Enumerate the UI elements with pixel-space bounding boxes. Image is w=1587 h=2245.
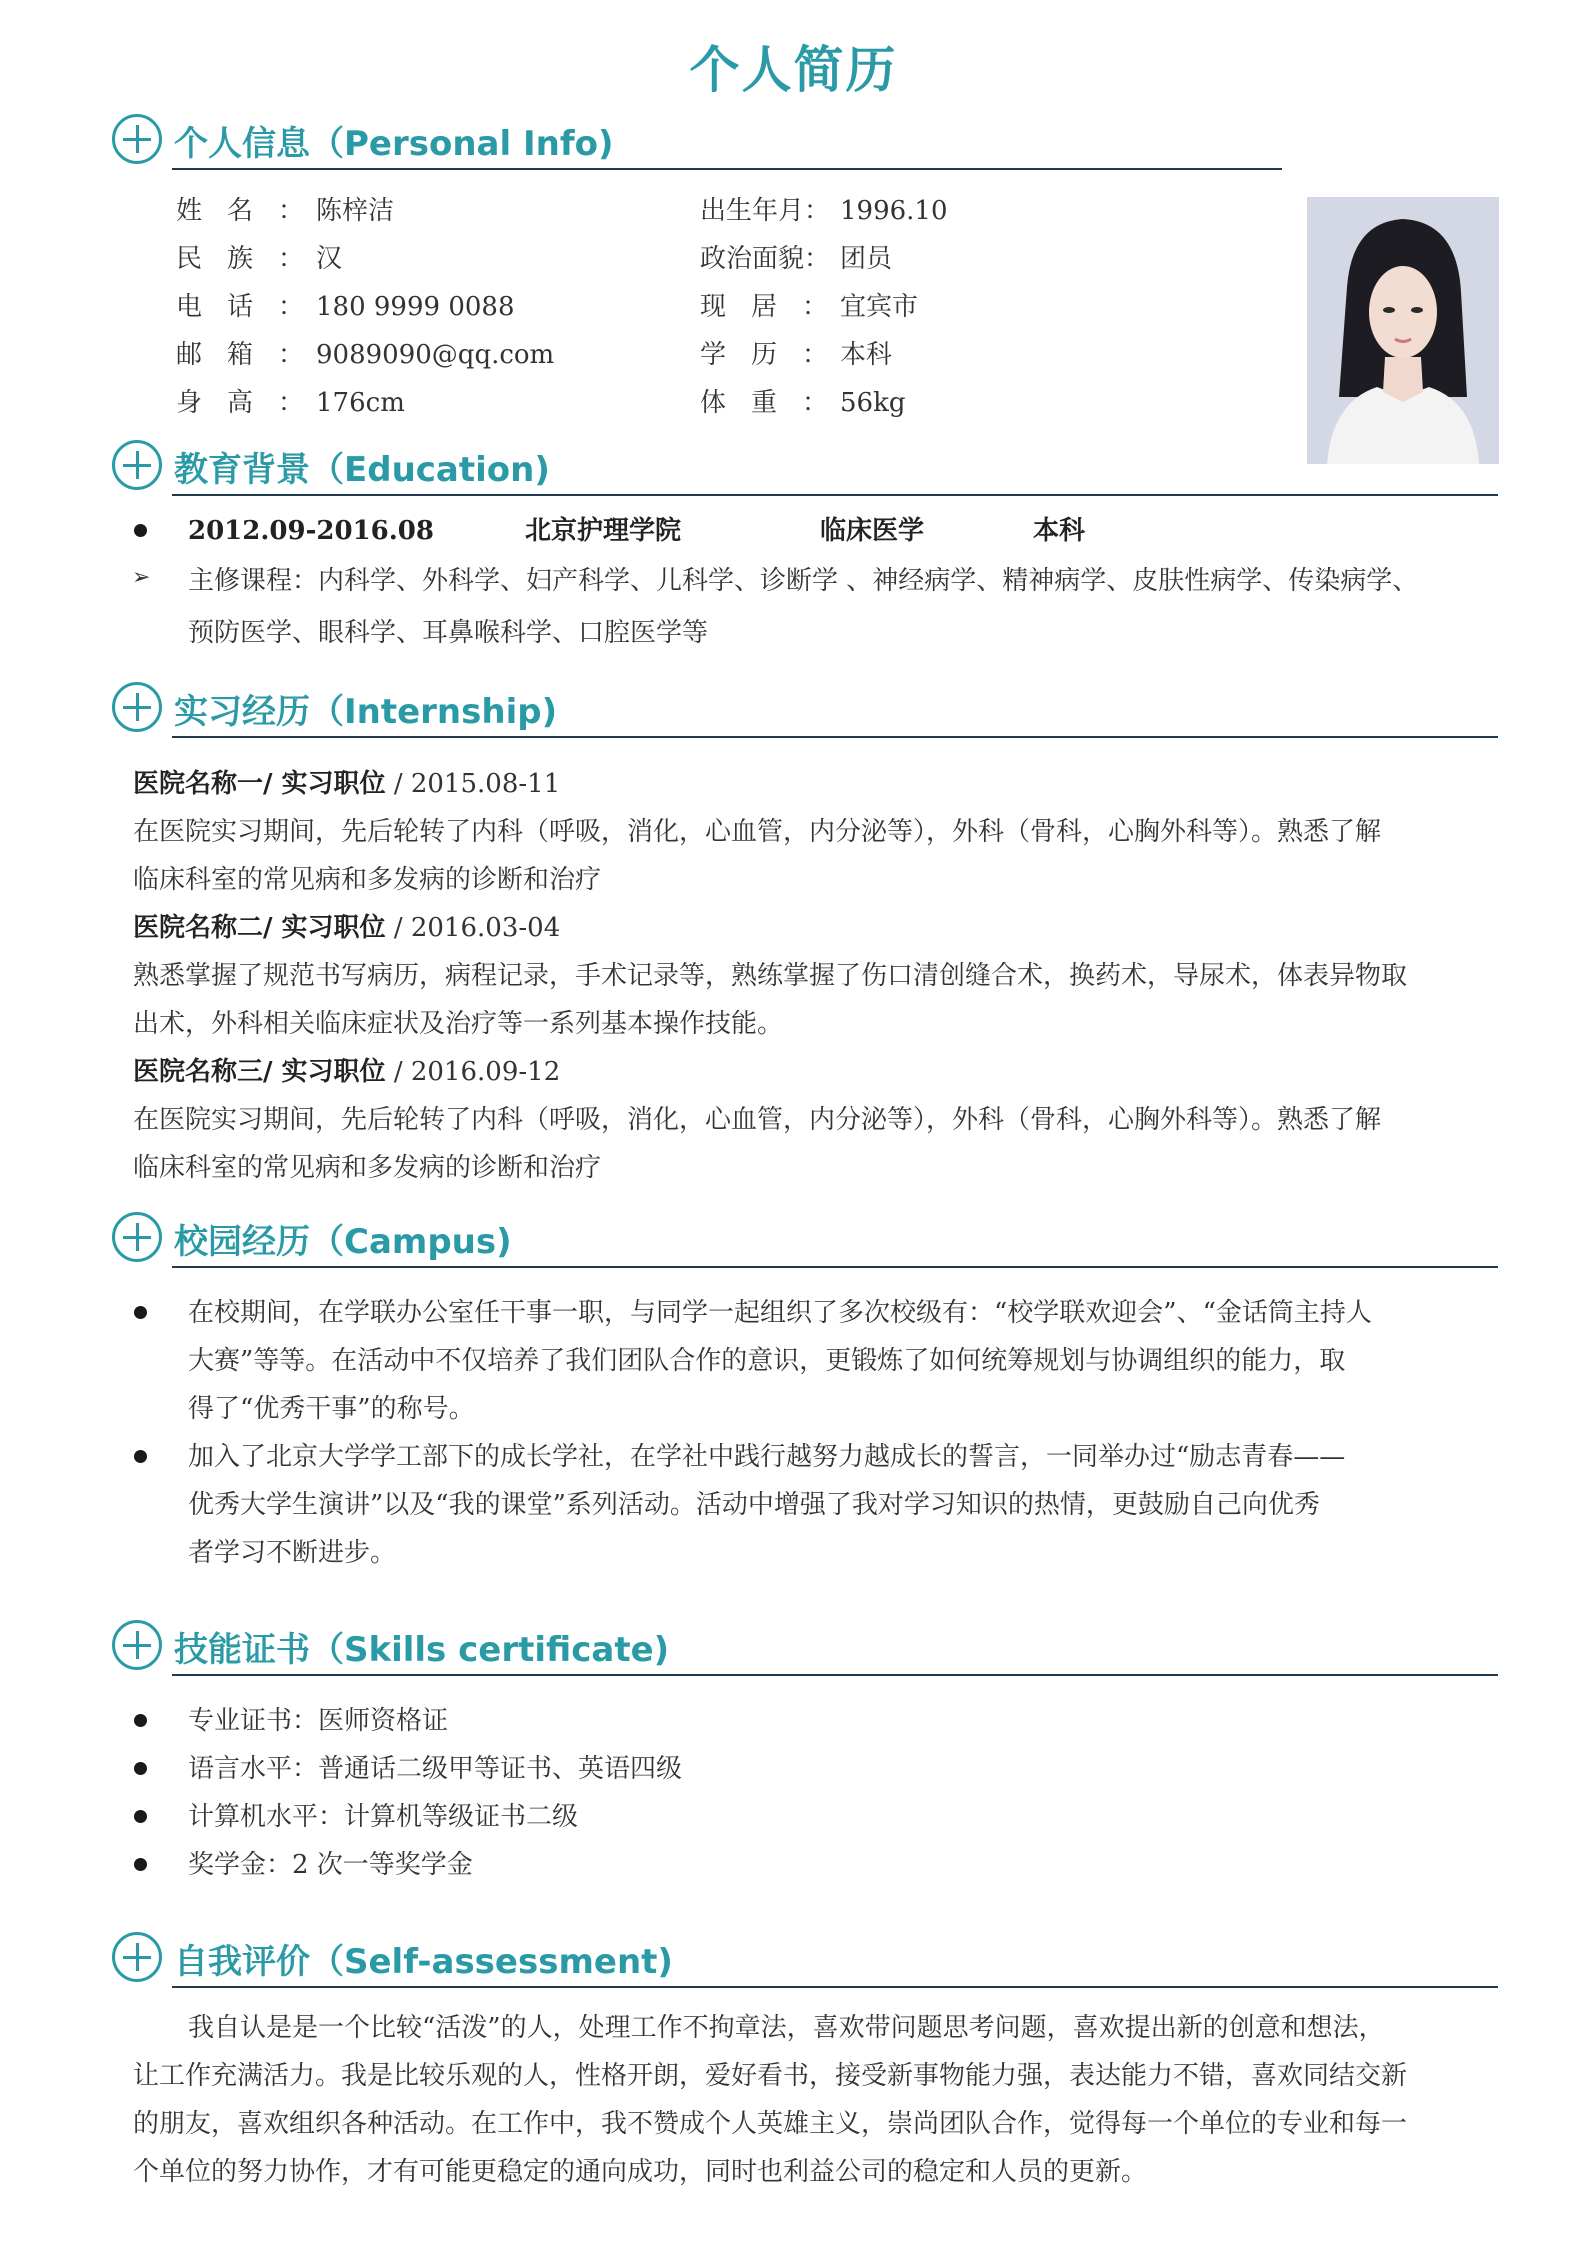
- info-value: 陈梓洁: [316, 196, 395, 226]
- info-value: 176cm: [316, 388, 405, 418]
- section-divider: [172, 1674, 1498, 1676]
- section-title: 自我评价（Self-assessment): [174, 1942, 673, 1982]
- section-divider: [172, 168, 1282, 170]
- plus-circle-icon: [112, 1620, 162, 1670]
- info-label: 姓名：: [176, 196, 304, 226]
- internship-description: 在医院实习期间，先后轮转了内科（呼吸，消化，心血管，内分泌等），外科（骨科，心胸外科等）。熟悉了解: [133, 1105, 1382, 1135]
- info-value: 9089090@qq.com: [316, 340, 555, 370]
- self-assessment-text: 的朋友，喜欢组织各种活动。在工作中，我不赞成个人英雄主义，崇尚团队合作，觉得每一个单位的专业和每一: [133, 2109, 1408, 2139]
- info-label: 政治面貌：: [700, 244, 831, 274]
- section-title: 校园经历（Campus): [174, 1222, 512, 1262]
- bullet-dot: [134, 1450, 147, 1463]
- info-value: 汉: [316, 244, 343, 274]
- internship-title: 医院名称一/ 实习职位: [133, 769, 386, 799]
- section-title: 实习经历（Internship): [174, 692, 558, 732]
- info-label: 体重：: [700, 388, 828, 418]
- self-assessment-text: 个单位的努力协作，才有可能更稳定的通向成功，同时也利益公司的稳定和人员的更新。: [133, 2157, 1148, 2187]
- section-title: 个人信息（Personal Info): [174, 124, 614, 164]
- education-period: 2012.09-2016.08: [188, 516, 434, 546]
- info-value: 56kg: [840, 388, 906, 418]
- internship-description: 熟悉掌握了规范书写病历，病程记录，手术记录等，熟练掌握了伤口清创缝合术，换药术，导尿术，体表异物取: [133, 961, 1408, 991]
- info-label: 身高：: [176, 388, 304, 418]
- info-label: 民族：: [176, 244, 304, 274]
- skill-item: 语言水平：普通话二级甲等证书、英语四级: [188, 1754, 683, 1784]
- self-assessment-text: 让工作充满活力。我是比较乐观的人，性格开朗，爱好看书，接受新事物能力强，表达能力不错，喜欢同结交新: [133, 2061, 1408, 2091]
- info-value: 宜宾市: [840, 292, 919, 322]
- education-degree: 本科: [1033, 516, 1086, 546]
- campus-text: 加入了北京大学学工部下的成长学社，在学社中践行越努力越成长的誓言，一同举办过“励志青春——: [188, 1442, 1346, 1472]
- bullet-dot: [134, 1858, 147, 1871]
- info-label: 邮箱：: [176, 340, 304, 370]
- plus-circle-icon: [112, 1212, 162, 1262]
- internship-heading: [133, 766, 560, 802]
- bullet-dot: [134, 1306, 147, 1319]
- internship-description: 在医院实习期间，先后轮转了内科（呼吸，消化，心血管，内分泌等），外科（骨科，心胸外科等）。熟悉了解: [133, 817, 1382, 847]
- section-divider: [172, 736, 1498, 738]
- bullet-dot: [134, 1762, 147, 1775]
- info-value: 团员: [840, 244, 893, 274]
- bullet-dot: [134, 524, 147, 537]
- campus-text: 在校期间，在学联办公室任干事一职，与同学一起组织了多次校级有：“校学联欢迎会”、“金话筒主持人: [188, 1298, 1372, 1328]
- campus-text: 得了“优秀干事”的称号。: [188, 1394, 475, 1424]
- info-label: 学历：: [700, 340, 828, 370]
- info-label: 现居：: [700, 292, 828, 322]
- profile-photo: [1307, 197, 1499, 464]
- internship-date: / 2015.08-11: [385, 769, 561, 799]
- skill-item: 奖学金：2 次一等奖学金: [188, 1850, 473, 1880]
- internship-date: / 2016.03-04: [385, 913, 561, 943]
- plus-circle-icon: [112, 682, 162, 732]
- arrow-bullet-icon: ➢: [132, 565, 151, 590]
- info-value: 180 9999 0088: [316, 292, 515, 322]
- internship-title: 医院名称三/ 实习职位: [133, 1057, 386, 1087]
- section-title: 技能证书（Skills certificate): [174, 1630, 670, 1670]
- plus-circle-icon: [112, 114, 162, 164]
- internship-title: 医院名称二/ 实习职位: [133, 913, 386, 943]
- internship-description: 临床科室的常见病和多发病的诊断和治疗: [133, 865, 602, 895]
- internship-heading: [133, 1054, 560, 1090]
- internship-description: 出术，外科相关临床症状及治疗等一系列基本操作技能。: [133, 1009, 784, 1039]
- section-title: 教育背景（Education): [174, 450, 550, 490]
- education-courses: 主修课程：内科学、外科学、妇产科学、儿科学、诊断学 、神经病学、精神病学、皮肤性病学、传染病学、: [188, 566, 1419, 596]
- education-courses: 预防医学、眼科学、耳鼻喉科学、口腔医学等: [188, 618, 709, 648]
- skill-item: 计算机水平：计算机等级证书二级: [188, 1802, 579, 1832]
- self-assessment-text: 我自认是是一个比较“活泼”的人，处理工作不拘章法，喜欢带问题思考问题，喜欢提出新的创意和想法，: [188, 2013, 1385, 2043]
- internship-heading: [133, 910, 560, 946]
- campus-text: 者学习不断进步。: [188, 1538, 397, 1568]
- internship-date: / 2016.09-12: [385, 1057, 561, 1087]
- plus-circle-icon: [112, 440, 162, 490]
- campus-text: 优秀大学生演讲”以及“我的课堂”系列活动。活动中增强了我对学习知识的热情，更鼓励自己向优秀: [188, 1490, 1320, 1520]
- plus-circle-icon: [112, 1932, 162, 1982]
- bullet-dot: [134, 1714, 147, 1727]
- section-divider: [172, 494, 1498, 496]
- info-value: 1996.10: [840, 196, 948, 226]
- page-title: 个人简历: [689, 41, 898, 99]
- internship-description: 临床科室的常见病和多发病的诊断和治疗: [133, 1153, 602, 1183]
- campus-text: 大赛”等等。在活动中不仅培养了我们团队合作的意识，更锻炼了如何统筹规划与协调组织的能力，取: [188, 1346, 1346, 1376]
- bullet-dot: [134, 1810, 147, 1823]
- section-divider: [172, 1986, 1498, 1988]
- info-label: 出生年月：: [700, 196, 831, 226]
- section-divider: [172, 1266, 1498, 1268]
- info-value: 本科: [840, 340, 893, 370]
- skill-item: 专业证书：医师资格证: [188, 1706, 449, 1736]
- education-school: 北京护理学院: [525, 516, 682, 546]
- info-label: 电话：: [176, 292, 304, 322]
- education-major: 临床医学: [820, 516, 925, 546]
